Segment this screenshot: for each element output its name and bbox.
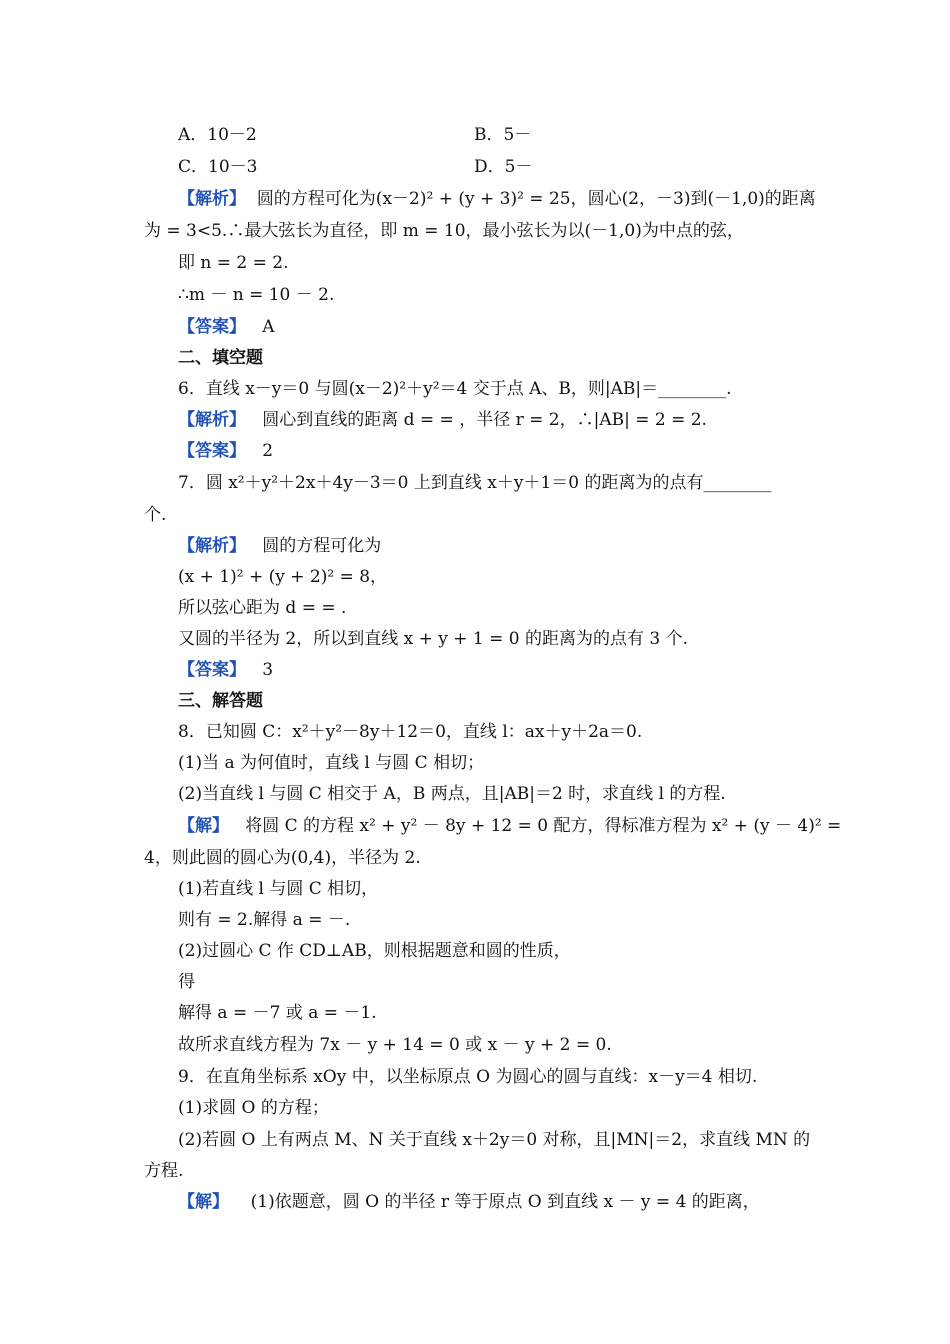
q8-solution-line2: 4，则此圆的圆心为(0,4)，半径为 2. bbox=[144, 848, 421, 868]
q7-question-line1: 7．圆 x²＋y²＋2x＋4y－3＝0 上到直线 x＋y＋1＝0 的距离为的点有________ bbox=[178, 473, 772, 493]
q8-part1: (1)当 a 为何值时，直线 l 与圆 C 相切； bbox=[178, 753, 485, 773]
q8-solution-line8: 故所求直线方程为 7x － y + 14 = 0 或 x － y + 2 = 0. bbox=[178, 1035, 612, 1055]
q7-analysis-line4: 又圆的半径为 2，所以到直线 x + y + 1 = 0 的距离为的点有 3 个. bbox=[178, 629, 689, 649]
q8-solution-line3: (1)若直线 l 与圆 C 相切， bbox=[178, 879, 379, 899]
analysis-tag: 【解析】 bbox=[178, 410, 246, 430]
q8-part2: (2)当直线 l 与圆 C 相交于 A，B 两点，且|AB|＝2 时，求直线 l 的方程. bbox=[178, 784, 726, 804]
q5-answer-line bbox=[178, 316, 275, 338]
q8-solution-line7: 解得 a = －7 或 a = －1. bbox=[178, 1003, 377, 1023]
q8-solution-line1 bbox=[178, 815, 841, 837]
q6-question: 6．直线 x－y＝0 与圆(x－2)²＋y²＝4 交于点 A、B，则|AB|＝________. bbox=[178, 379, 732, 399]
q5-analysis-line3: 即 n = 2 = 2. bbox=[178, 253, 289, 273]
option-a: A．10－2 bbox=[178, 125, 257, 145]
answer-tag: 【答案】 bbox=[178, 660, 246, 680]
q7-analysis-text1: 圆的方程可化为 bbox=[262, 536, 382, 556]
option-b: B．5－ bbox=[474, 125, 532, 145]
q9-solution-line1 bbox=[178, 1191, 760, 1213]
q6-analysis-line bbox=[178, 409, 707, 431]
option-c: C．10－3 bbox=[178, 157, 258, 177]
q9-part2-line1: (2)若圆 O 上有两点 M、N 关于直线 x＋2y＝0 对称，且|MN|＝2，求直线 MN 的 bbox=[178, 1130, 811, 1150]
q7-analysis-line3: 所以弦心距为 d = = . bbox=[178, 598, 347, 618]
q8-solution-text1: 将圆 C 的方程 x² + y² － 8y + 12 = 0 配方，得标准方程为 x² + (y － 4)² = bbox=[245, 816, 842, 836]
section-fill-blank-heading: 二、填空题 bbox=[178, 348, 263, 368]
solution-tag: 【解】 bbox=[178, 816, 229, 836]
q5-analysis-text1: 圆的方程可化为(x－2)² + (y + 3)² = 25，圆心(2，－3)到(－1,0)的距离 bbox=[256, 189, 816, 209]
q7-analysis-line1 bbox=[178, 535, 381, 557]
analysis-tag: 【解析】 bbox=[178, 189, 246, 209]
q5-analysis-line1 bbox=[178, 188, 816, 210]
q9-part1: (1)求圆 O 的方程； bbox=[178, 1098, 329, 1118]
answer-tag: 【答案】 bbox=[178, 441, 246, 461]
q7-question-line2: 个. bbox=[144, 505, 167, 525]
q7-answer-line bbox=[178, 659, 273, 681]
q8-solution-line5: (2)过圆心 C 作 CD⊥AB，则根据题意和圆的性质， bbox=[178, 941, 571, 961]
q8-solution-line6: 得 bbox=[178, 972, 195, 992]
answer-tag: 【答案】 bbox=[178, 317, 246, 337]
option-d: D．5－ bbox=[474, 157, 533, 177]
q8-question: 8．已知圆 C：x²＋y²－8y＋12＝0，直线 l：ax＋y＋2a＝0. bbox=[178, 722, 643, 742]
solution-tag: 【解】 bbox=[178, 1192, 229, 1212]
q6-answer: 2 bbox=[262, 441, 274, 461]
q8-solution-line4: 则有 = 2.解得 a = －. bbox=[178, 910, 351, 930]
analysis-tag: 【解析】 bbox=[178, 536, 246, 556]
q5-analysis-line4: ∴m － n = 10 － 2. bbox=[178, 285, 335, 305]
q7-answer: 3 bbox=[262, 660, 274, 680]
q9-solution-text1: (1)依题意，圆 O 的半径 r 等于原点 O 到直线 x － y = 4 的距离， bbox=[250, 1192, 760, 1212]
q9-question: 9．在直角坐标系 xOy 中，以坐标原点 O 为圆心的圆与直线：x－y＝4 相切. bbox=[178, 1067, 758, 1087]
q7-analysis-line2: (x + 1)² + (y + 2)² = 8， bbox=[178, 567, 388, 587]
q9-part2-line2: 方程. bbox=[144, 1161, 184, 1181]
section-solution-heading: 三、解答题 bbox=[178, 691, 263, 711]
q5-analysis-line2: 为 = 3<5.∴最大弦长为直径，即 m = 10，最小弦长为以(－1,0)为中点的弦， bbox=[144, 221, 744, 241]
q6-answer-line bbox=[178, 440, 273, 462]
q5-answer: A bbox=[262, 317, 275, 337]
q6-analysis-text: 圆心到直线的距离 d = = ，半径 r = 2，∴|AB| = 2 = 2. bbox=[262, 410, 707, 430]
